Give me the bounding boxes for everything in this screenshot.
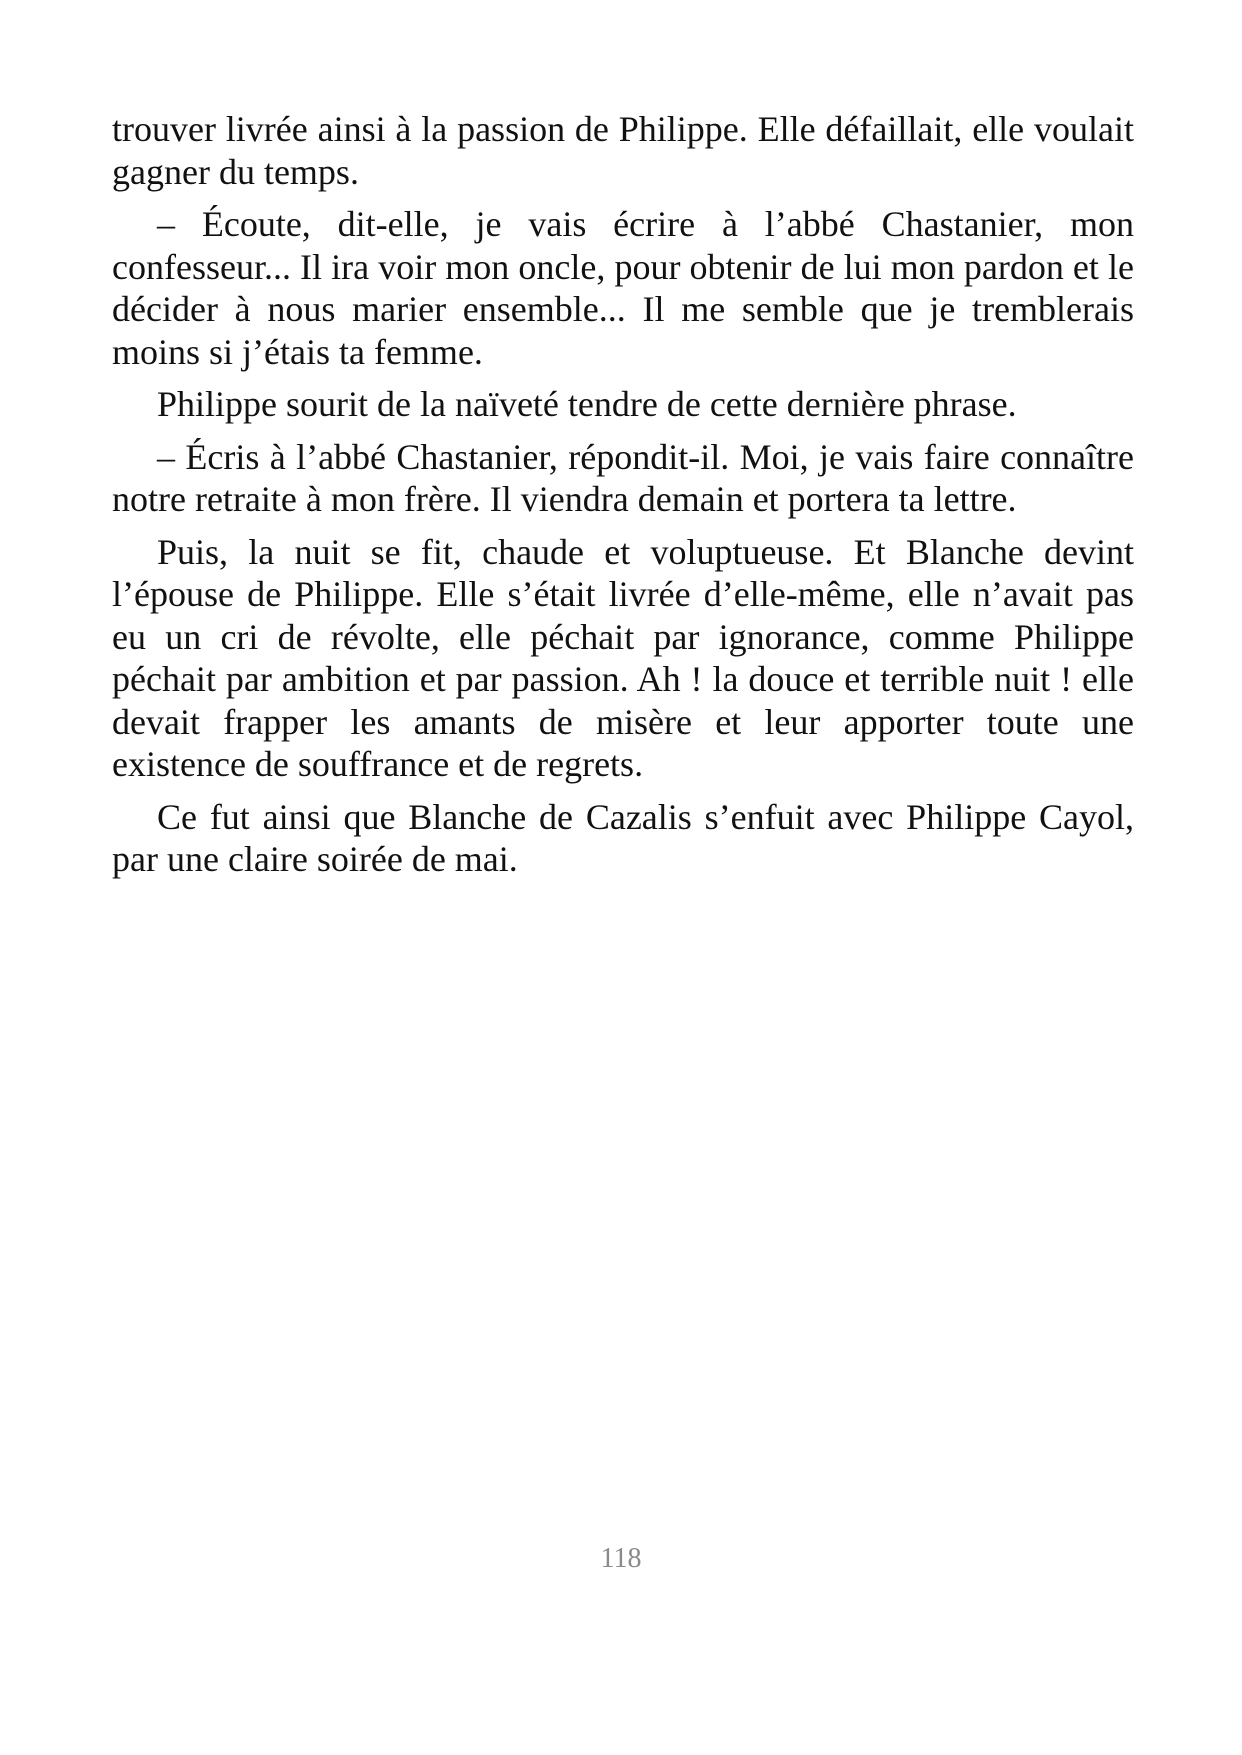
body-text xyxy=(112,108,1134,891)
paragraph-philippe-smiles: Philippe sourit de la naïveté tendre de cette dernière phrase. xyxy=(157,384,1017,424)
page-number: 118 xyxy=(600,1543,642,1574)
paragraph-night: Puis, la nuit se fit, chaude et voluptueuse. Et Blanche devint l’épouse de Philippe. Elle s’était livrée d’elle-même, elle n’avait pas eu un cri de révolte, elle péchait par ignorance, comme Philippe péchait par ambition et par passion. Ah ! la douce et terrible nuit ! elle devait frapper les amants de misère et leur apporter toute une existence de souffrance et de regrets. xyxy=(112,531,1134,784)
paragraph-continuation: trouver livrée ainsi à la passion de Philippe. Elle défaillait, elle voulait gagner du temps. xyxy=(112,109,1134,192)
paragraph-dialogue-philippe: – Écris à l’abbé Chastanier, répondit-il. Moi, je vais faire connaître notre retraite à mon frère. Il viendra demain et portera ta lettre. xyxy=(112,436,1134,519)
paragraph-dialogue-blanche: – Écoute, dit-elle, je vais écrire à l’abbé Chastanier, mon confesseur... Il ira voir mon oncle, pour obtenir de lui mon pardon et le décider à nous marier ensemble... Il me semble que je tremblerais moins si j’étais ta femme. xyxy=(112,204,1134,372)
paragraph-elopement: Ce fut ainsi que Blanche de Cazalis s’enfuit avec Philippe Cayol, par une claire soirée de mai. xyxy=(112,796,1134,879)
